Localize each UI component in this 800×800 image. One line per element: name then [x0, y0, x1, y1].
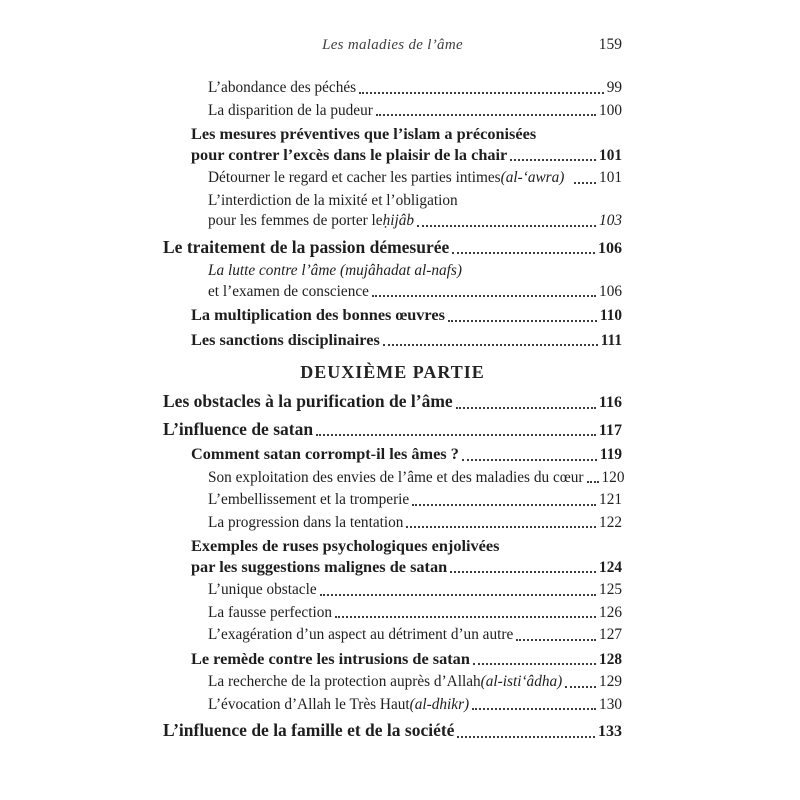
- running-head: [163, 36, 622, 56]
- toc-entry-title: L’interdiction de la mixité et l’obligation: [208, 191, 458, 209]
- toc-entry-title: L’embellissement et la tromperie: [208, 491, 410, 508]
- toc-entry-title: ḥijâb: [382, 212, 415, 229]
- toc-entry: [163, 237, 622, 260]
- toc-entry-title: La multiplication des bonnes œuvres: [191, 305, 445, 324]
- toc-entry: [163, 672, 622, 693]
- toc-entry: [163, 305, 622, 327]
- toc-entry: [163, 649, 622, 671]
- toc-entry-line: [208, 695, 622, 716]
- toc-entry: [163, 468, 625, 489]
- toc-entry-line: [208, 261, 622, 282]
- toc-entry-line: [208, 168, 622, 189]
- toc-entry-title: par les suggestions malignes de satan: [191, 556, 448, 576]
- toc-entry: [163, 191, 622, 232]
- toc-page-number: 127: [599, 626, 622, 643]
- dot-leader: [565, 686, 596, 688]
- toc-page-number: 117: [598, 421, 622, 439]
- toc-page-number: 106: [599, 282, 622, 300]
- toc-entry: [163, 695, 622, 716]
- toc-page-number: 122: [599, 513, 622, 531]
- dot-leader: [372, 295, 596, 297]
- dot-leader: [452, 252, 595, 254]
- toc-entry-title: Le remède contre les intrusions de satan: [191, 648, 470, 668]
- page-number: 159: [598, 36, 622, 53]
- toc-page-number: 130: [599, 695, 622, 713]
- toc-page-number: 124: [599, 558, 622, 576]
- toc-entry-line: [191, 649, 622, 671]
- toc-entry-line: [163, 391, 622, 414]
- dot-leader: [406, 526, 596, 528]
- section-heading: DEUXIÈME PARTIE: [300, 362, 485, 382]
- dot-leader: [320, 594, 596, 596]
- dot-leader: [383, 344, 598, 346]
- toc-entry-title: L’abondance des péchés: [208, 79, 357, 96]
- dot-leader: [516, 639, 596, 641]
- dot-leader: [448, 320, 597, 322]
- dot-leader: [574, 182, 596, 184]
- toc-entry-title: La fausse perfection: [208, 603, 333, 621]
- toc-entry-title: Son exploitation des envies de l’âme et des maladies du cœur: [208, 468, 584, 486]
- dot-leader: [376, 114, 596, 116]
- toc-page-number: 116: [598, 394, 622, 411]
- toc-entry-title: L’influence de satan: [163, 418, 314, 439]
- toc-page-number: 119: [599, 446, 622, 463]
- dot-leader: [450, 571, 596, 573]
- toc-entry-title: La lutte contre l’âme (mujâhadat al-nafs): [208, 262, 462, 279]
- toc-page-number: 129: [599, 673, 622, 690]
- toc-entry-title: pour contrer l’excès dans le plaisir de la chair: [191, 144, 508, 164]
- toc-entry-line: [163, 419, 622, 442]
- toc-entry: [163, 330, 622, 352]
- toc-entry-line: [208, 603, 622, 624]
- toc-entry-line: [191, 557, 622, 579]
- toc-entry-title: Les sanctions disciplinaires: [191, 329, 380, 349]
- dot-leader: [587, 481, 599, 483]
- dot-leader: [462, 459, 597, 461]
- toc-entry: [163, 168, 622, 189]
- toc-entry: [163, 490, 622, 511]
- toc-entry: [163, 603, 622, 624]
- toc-entry-title: (al-‘awra): [500, 169, 565, 186]
- toc-entry-line: [191, 124, 622, 145]
- toc-entry-line: [208, 490, 622, 511]
- toc-page-number: 120: [601, 468, 625, 486]
- toc-entry-line: [208, 191, 622, 212]
- toc-page-number: 100: [599, 101, 622, 119]
- toc-entry: [163, 580, 622, 601]
- toc-entry-title: (al-isti‘âdha): [480, 673, 563, 690]
- toc-entry: [163, 625, 622, 646]
- toc-page-number: 126: [599, 603, 622, 621]
- toc: [163, 78, 625, 743]
- toc-entry-line: [208, 78, 622, 99]
- toc-page-number: 99: [606, 79, 622, 96]
- toc-entry-title: L’évocation d’Allah le Très Haut: [208, 695, 410, 713]
- toc-entry-title: Comment satan corrompt-il les âmes ?: [191, 444, 459, 463]
- toc-page-number: 125: [599, 581, 622, 598]
- toc-entry-title: La progression dans la tentation: [208, 513, 404, 531]
- toc-entry-title: Détourner le regard et cacher les parties intimes: [208, 169, 501, 186]
- toc-entry: [163, 101, 622, 122]
- toc-entry: [163, 419, 622, 442]
- toc-entry-line: [208, 211, 622, 232]
- toc-entry-line: [163, 237, 622, 260]
- toc-entry-title: L’influence de la famille et de la société: [163, 720, 455, 740]
- toc-entry-line: [208, 101, 622, 122]
- toc-entry-line: [163, 720, 622, 743]
- dot-leader: [473, 663, 596, 665]
- dot-leader: [359, 92, 604, 94]
- toc-entry-line: [191, 305, 622, 327]
- dot-leader: [412, 504, 596, 506]
- toc-entry: [163, 261, 622, 302]
- toc-page-number: 133: [598, 723, 622, 740]
- toc-entry: [163, 536, 622, 578]
- dot-leader: [417, 225, 596, 227]
- toc-entry-title: Les mesures préventives que l’islam a préconisées: [191, 124, 537, 143]
- toc-entry-title: et l’examen de conscience: [208, 282, 369, 300]
- toc-page-number: 101: [599, 169, 622, 186]
- dot-leader: [472, 708, 596, 710]
- toc-entry-line: [208, 625, 622, 646]
- toc-entry: [163, 444, 622, 466]
- dot-leader: [316, 434, 596, 436]
- toc-entry-title: Le traitement de la passion démesurée: [163, 236, 450, 257]
- toc-entry-line: [191, 330, 622, 352]
- toc-page-number: 121: [599, 491, 622, 508]
- toc-page-number: 128: [599, 650, 622, 668]
- toc-page-number: 110: [599, 307, 622, 324]
- toc-page-number: 111: [600, 331, 622, 349]
- dot-leader: [335, 616, 596, 618]
- toc-page-number: 103: [599, 212, 622, 229]
- toc-entry-title: La recherche de la protection auprès d’Allah: [208, 673, 481, 690]
- dot-leader: [456, 407, 596, 409]
- dot-leader: [510, 159, 596, 161]
- toc-page-number: 106: [598, 239, 622, 257]
- toc-entry-title: Les obstacles à la purification de l’âme: [163, 391, 453, 411]
- toc-entry: [163, 124, 622, 166]
- dot-leader: [457, 736, 595, 738]
- toc-entry-line: [191, 536, 622, 557]
- toc-entry: [163, 513, 622, 534]
- toc-entry-line: [208, 513, 622, 534]
- toc-entry-title: (al-dhikr): [409, 695, 470, 713]
- toc-entry-title: L’exagération d’un aspect au détriment d’un autre: [208, 626, 514, 643]
- running-title: Les maladies de l’âme: [322, 37, 463, 53]
- toc-entry-line: [208, 672, 622, 693]
- toc-entry-title: pour les femmes de porter le: [208, 212, 383, 229]
- toc-entry-line: [208, 468, 625, 489]
- toc-entry-title: L’unique obstacle: [208, 581, 317, 598]
- toc-entry-line: [208, 580, 622, 601]
- toc-entry-title: Exemples de ruses psychologiques enjolivées: [191, 536, 500, 555]
- toc-entry: [163, 720, 622, 743]
- toc-entry-title: La disparition de la pudeur: [208, 101, 373, 119]
- toc-entry-line: [191, 444, 622, 466]
- toc-entry: [163, 78, 622, 99]
- toc-entry-line: [208, 282, 622, 303]
- toc-page-number: 101: [599, 146, 622, 164]
- toc-entry: [163, 391, 622, 414]
- toc-entry-line: [191, 145, 622, 167]
